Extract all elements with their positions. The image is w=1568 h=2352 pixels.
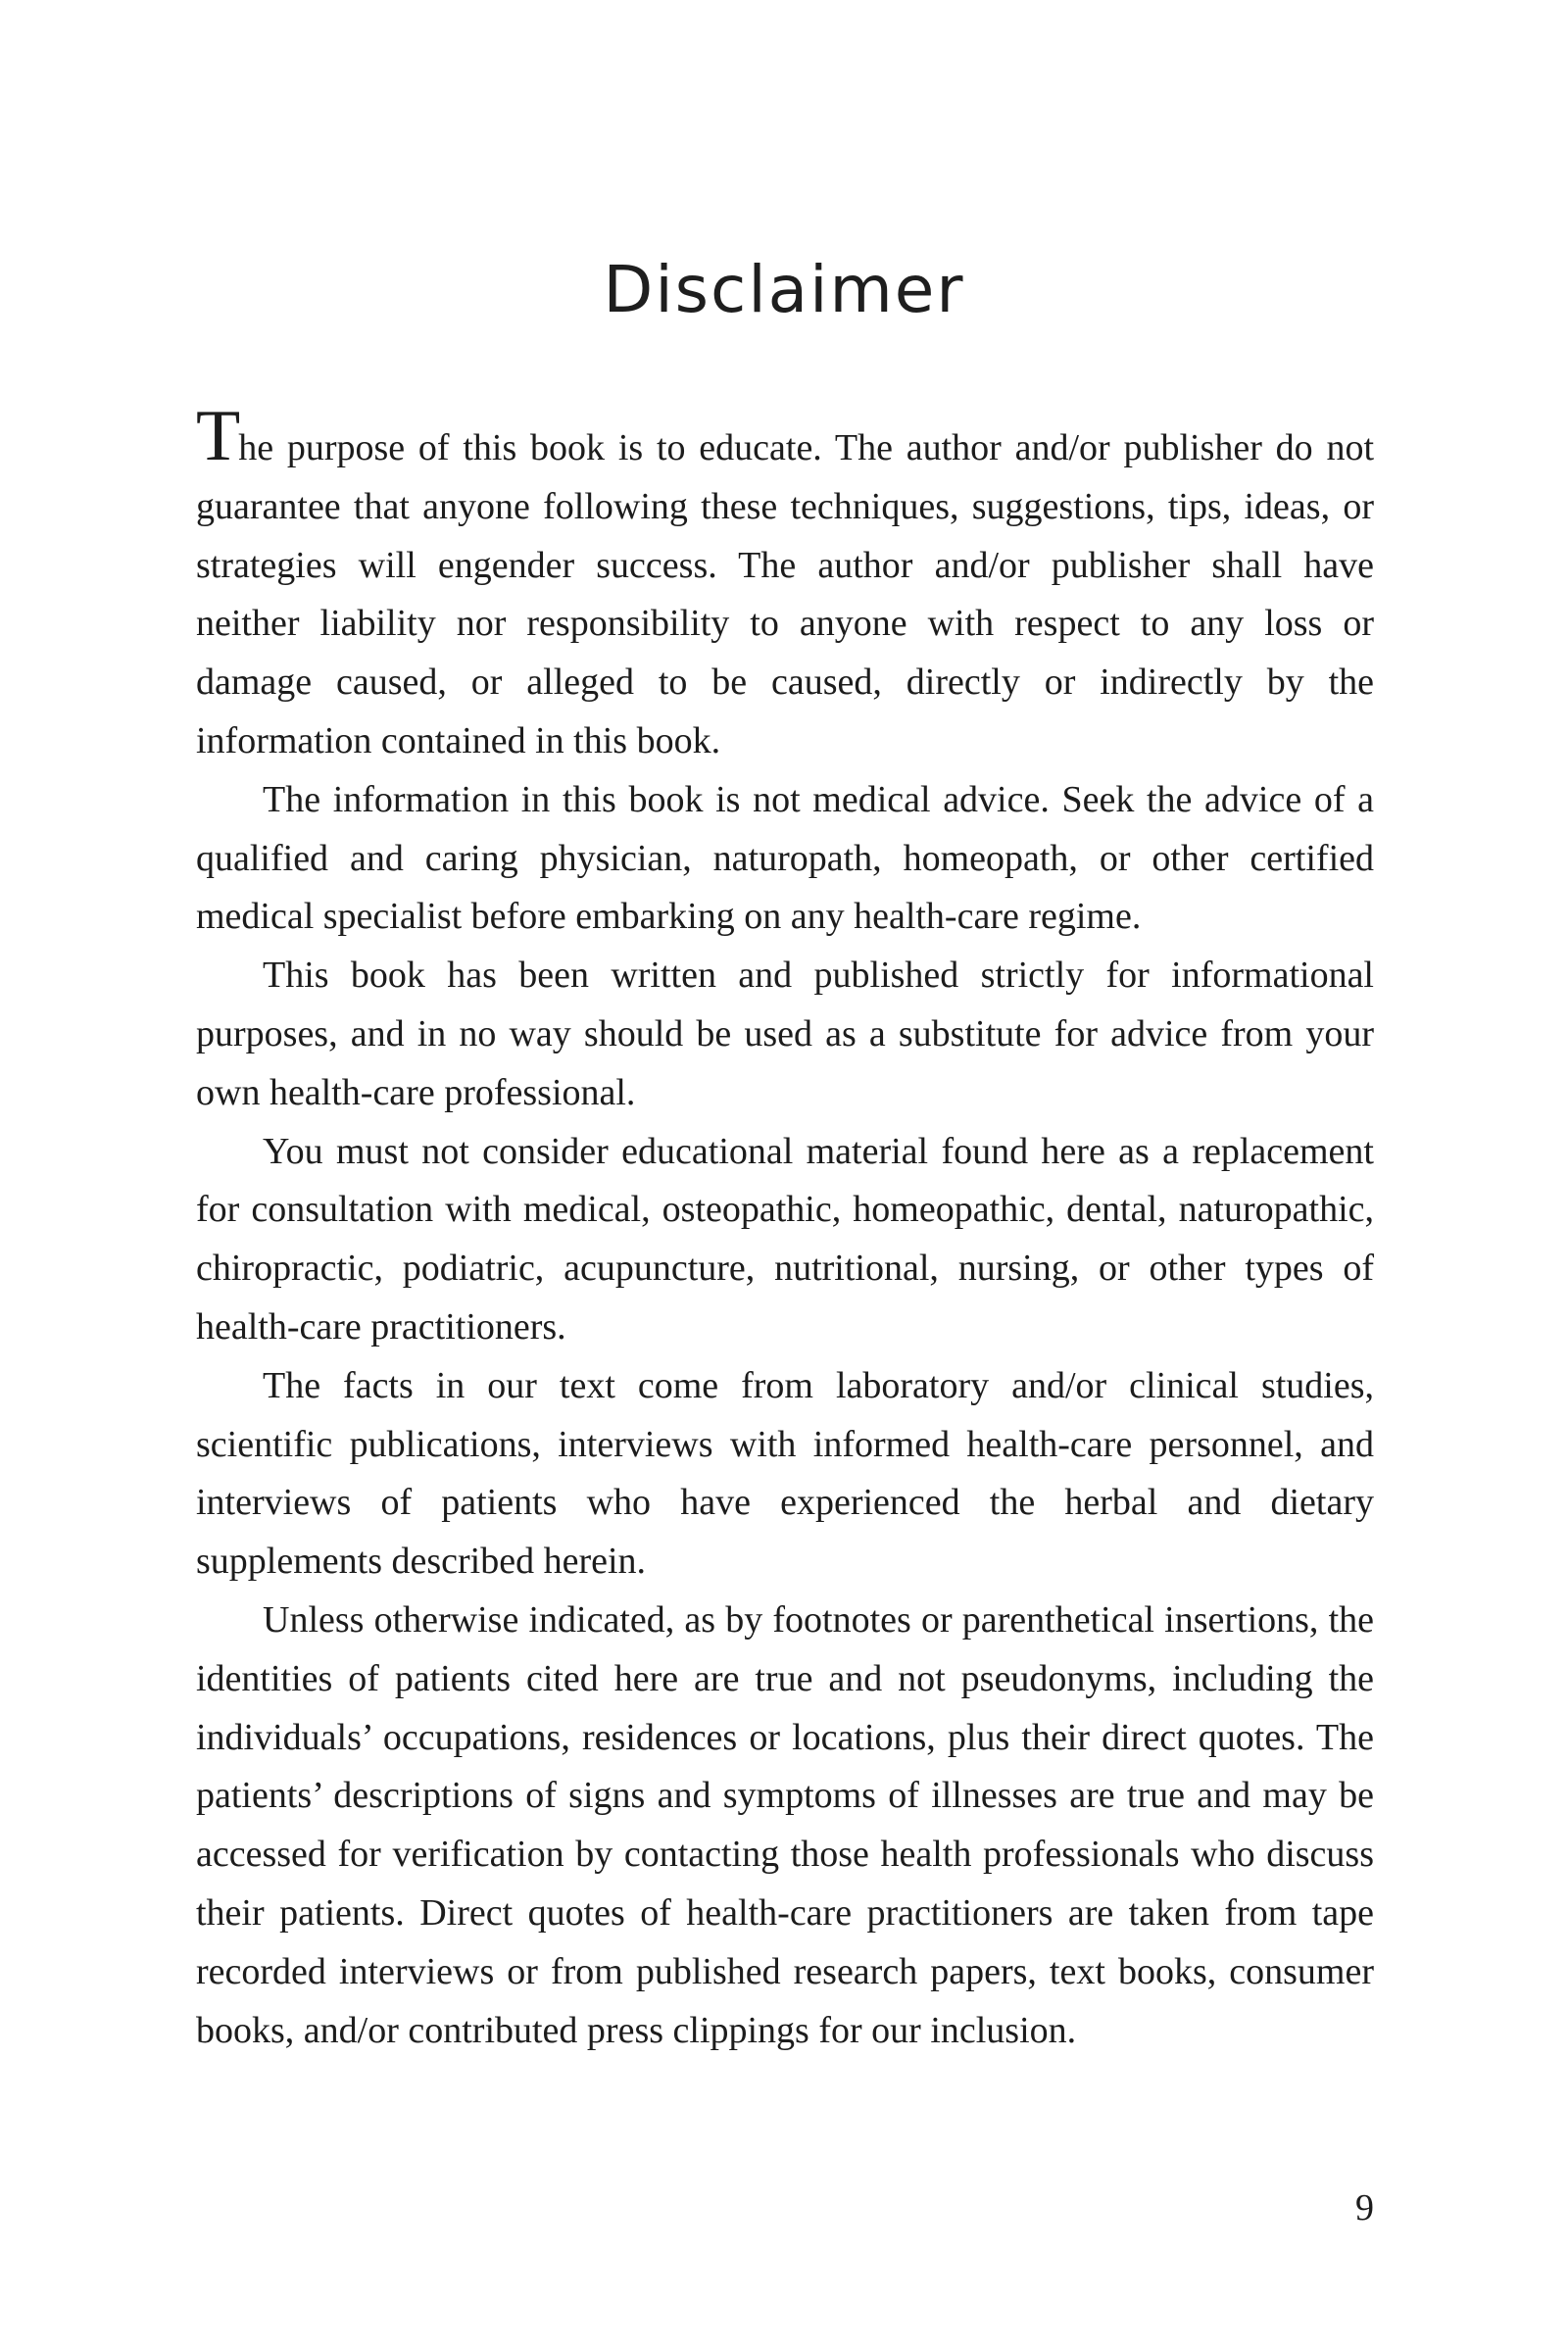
page-number: 9 [1355,2187,1374,2229]
paragraph-2: The information in this book is not medical advice. Seek the advice of a qualified and caring physician, naturopath, homeopath, or other certified medical specialist before embarking on any health-care regime. [196,778,1374,938]
disclaimer-body [196,396,1374,2060]
paragraph-1 [196,396,1374,771]
paragraph-1-text: he purpose of this book is to educate. The author and/or publisher do not guarantee that anyone following these techniques, suggestions, tips, ideas, or strategies will engender success. The author and/or publisher shall have neither liability nor responsibility to anyone with respect to any loss or damage caused, or alleged to be caused, directly or indirectly by the information contained in this book. [196,427,1374,761]
drop-cap-letter: T [196,396,239,476]
paragraph-5: The facts in our text come from laboratory and/or clinical studies, scientific publications, interviews with informed health-care personnel, and interviews of patients who have experienced the herbal and dietary supplements described herein. [196,1364,1374,1583]
page-title: Disclaimer [603,252,965,327]
paragraph-3: This book has been written and published strictly for informational purposes, and in no way should be used as a substitute for advice from your own health-care professional. [196,955,1374,1113]
paragraph-4: You must not consider educational material found here as a replacement for consultation with medical, osteopathic, homeopathic, dental, naturopathic, chiropractic, podiatric, acupuncture, nutritional, nursing, or other types of health-care practitioners. [196,1130,1374,1348]
paragraph-6: Unless otherwise indicated, as by footnotes or parenthetical insertions, the identities of patients cited here are true and not pseudonyms, including the individuals’ occupations, residences or locations, plus their direct quotes. The patients’ descriptions of signs and symptoms of illnesses are true and may be accessed for verification by contacting those health professionals who discuss their patients. Direct quotes of health-care practitioners are taken from tape recorded interviews or from published research papers, text books, consumer books, and/or contributed press clippings for our inclusion. [196,1598,1374,2051]
